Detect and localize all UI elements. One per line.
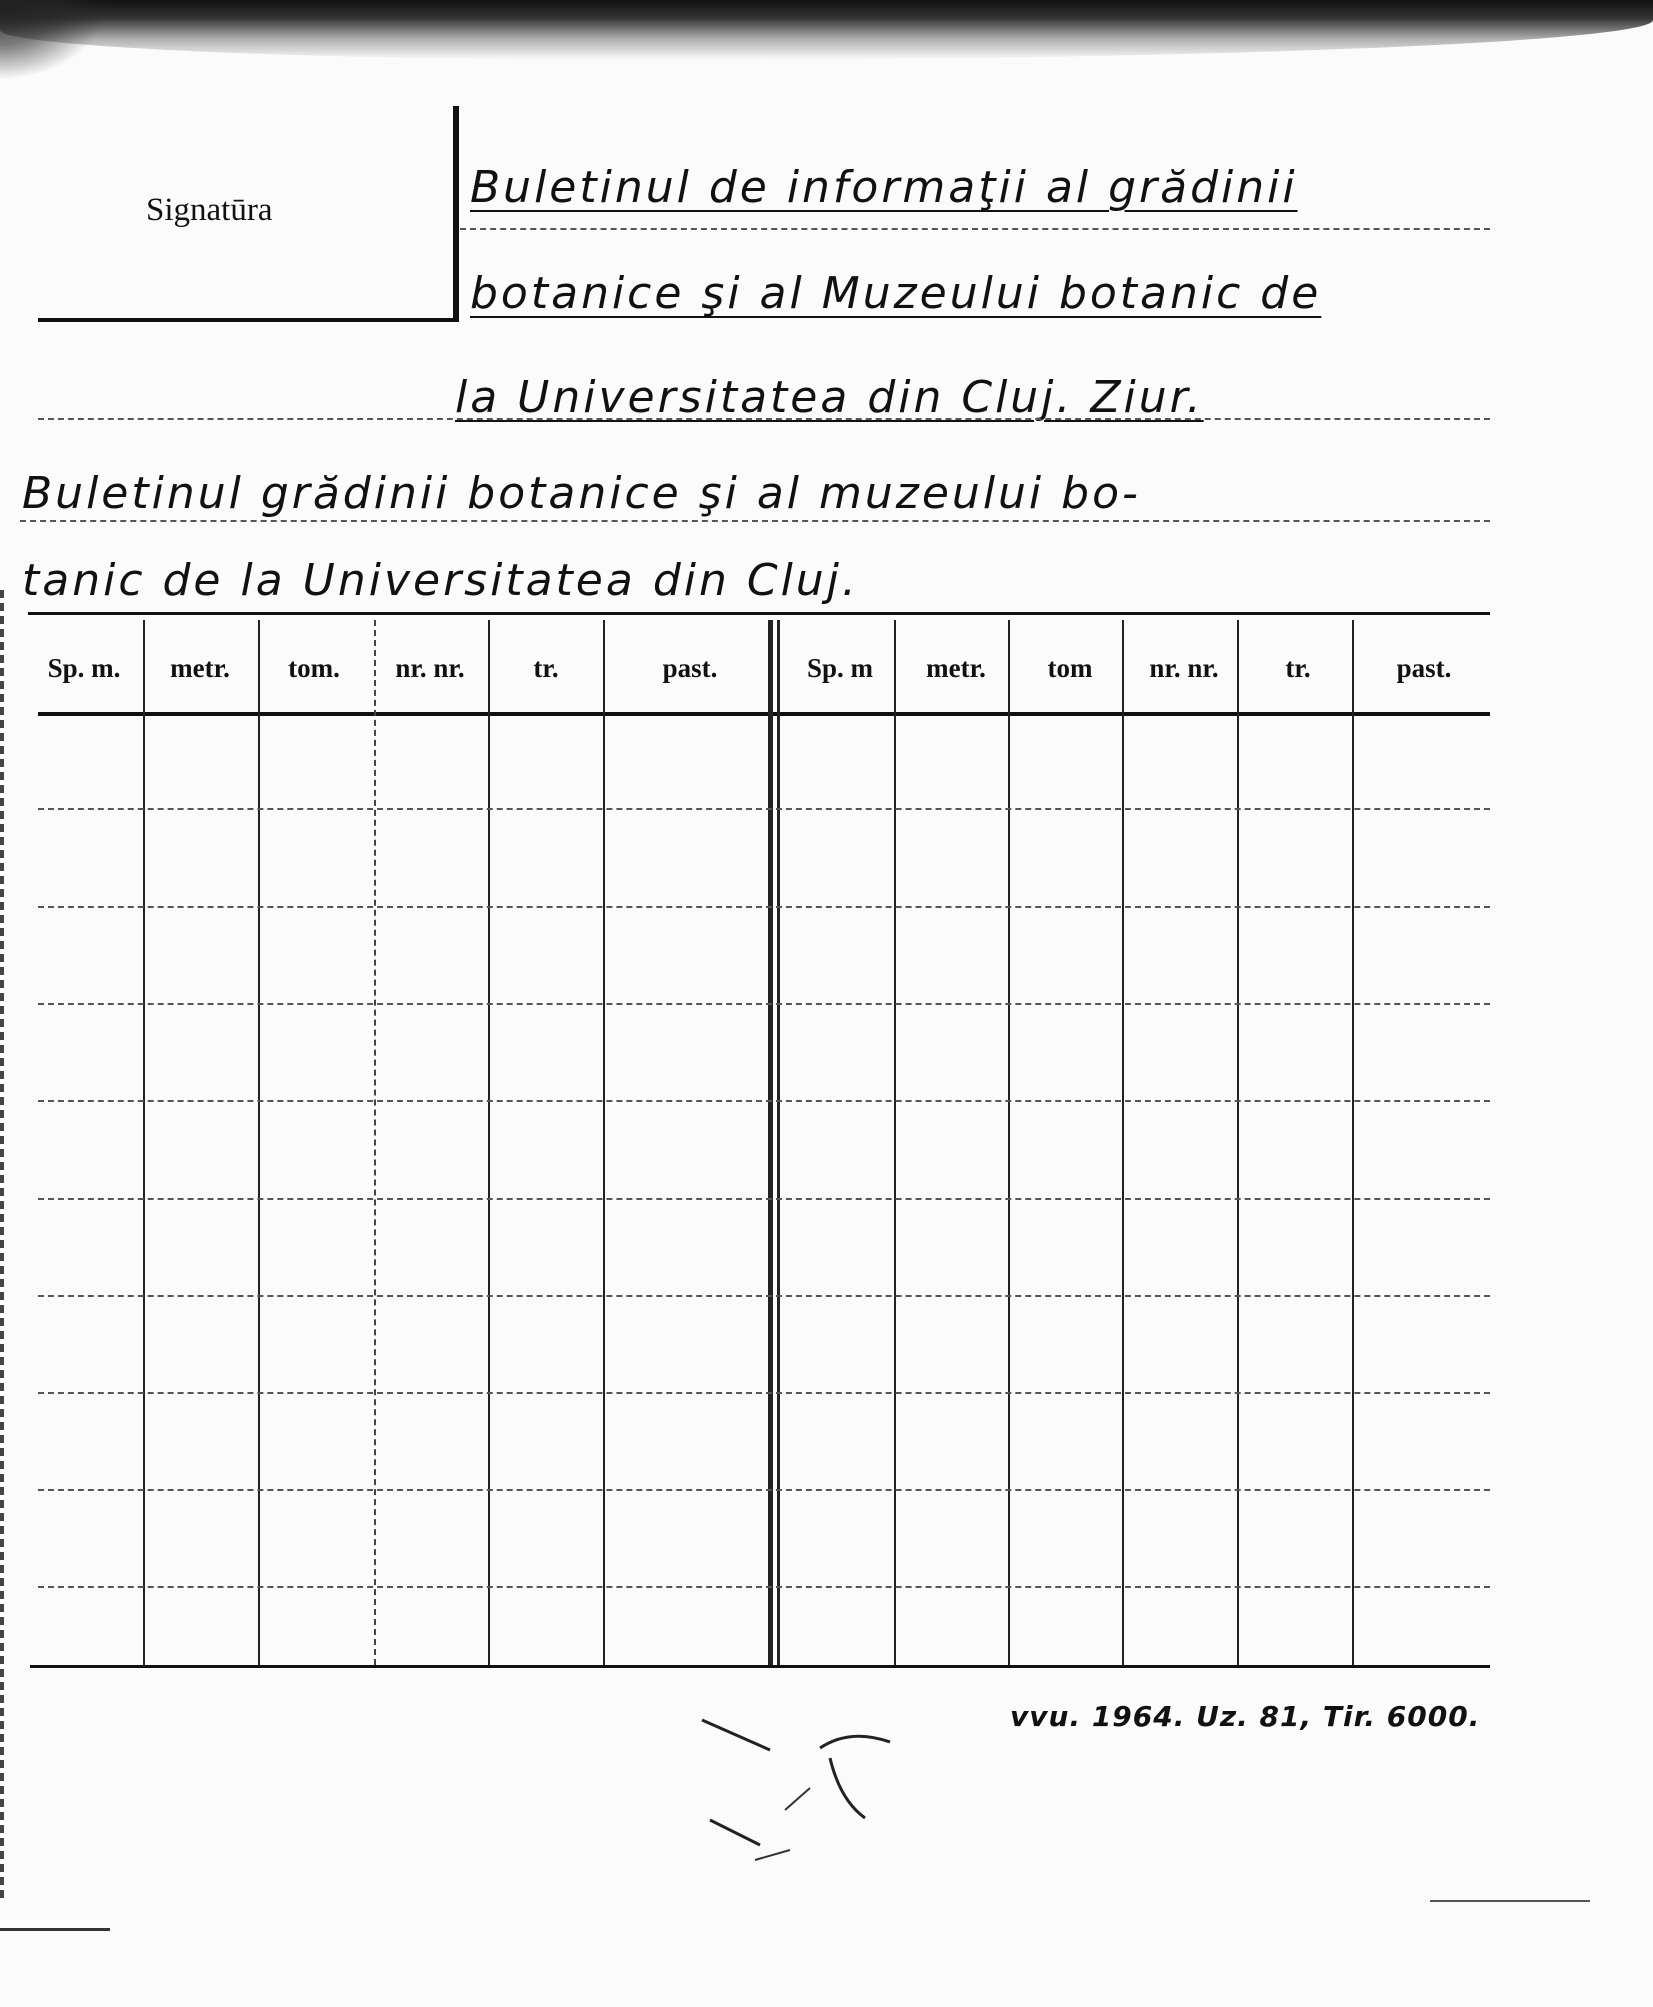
scan-shadow-top — [0, 0, 1653, 60]
pencil-scribble — [700, 1700, 920, 1890]
title-line-3: la Universitatea din Cluj. Ziur. — [455, 372, 1204, 423]
row-line — [38, 1198, 1490, 1200]
header-tom-left: tom. — [288, 652, 340, 683]
column-line — [603, 620, 605, 1665]
scan-edge-bottom-right — [1430, 1900, 1590, 1902]
header-metr-left: metr. — [170, 652, 230, 683]
header-sp-m-right: Sp. m — [806, 652, 874, 683]
header-sp-m-left: Sp. m. — [47, 652, 121, 683]
column-line — [1352, 620, 1354, 1665]
row-line — [38, 1586, 1490, 1588]
table-top-rule — [28, 612, 1490, 615]
scan-edge-left — [0, 590, 4, 1900]
header-bottom-rule — [38, 712, 1490, 716]
header-past-left: past. — [662, 652, 718, 683]
header-tr-left: tr. — [533, 652, 559, 683]
scan-edge-bottom-left — [0, 1928, 110, 1931]
column-line — [1122, 620, 1124, 1665]
row-line — [38, 1392, 1490, 1394]
table-bottom-rule — [30, 1665, 1490, 1668]
title-line-5: tanic de la Universitatea din Cluj. — [22, 555, 859, 606]
column-line — [1237, 620, 1239, 1665]
table-header — [28, 620, 1490, 716]
scan-shadow-corner — [0, 0, 110, 80]
column-divider-right — [777, 620, 780, 1665]
column-line — [258, 620, 260, 1665]
signature-divider — [453, 106, 459, 322]
column-line — [488, 620, 490, 1665]
header-tr-right: tr. — [1285, 652, 1311, 683]
printer-imprint: vvu. 1964. Uz. 81, Tir. 6000. — [1010, 1700, 1481, 1733]
header-metr-right: metr. — [926, 652, 986, 683]
header-past-right: past. — [1396, 652, 1452, 683]
column-divider-left — [768, 620, 773, 1665]
title-guide-1 — [460, 228, 1490, 230]
column-line — [374, 620, 376, 1665]
signature-label: Signatūra — [146, 192, 273, 228]
title-line-4: Buletinul grădinii botanice şi al muzeului bo- — [22, 468, 1141, 519]
row-line — [38, 906, 1490, 908]
row-line — [38, 1489, 1490, 1491]
row-line — [38, 1100, 1490, 1102]
title-line-1: Buletinul de informaţii al grădinii — [470, 162, 1298, 213]
header-tom-right: tom — [1047, 652, 1093, 683]
title-guide-3 — [20, 520, 1490, 522]
column-line — [143, 620, 145, 1665]
row-line — [38, 1003, 1490, 1005]
title-guide-2 — [38, 418, 1490, 420]
header-nr-nr-left: nr. nr. — [395, 652, 465, 683]
row-line — [38, 1295, 1490, 1297]
column-line — [894, 620, 896, 1665]
title-line-2: botanice şi al Muzeului botanic de — [470, 268, 1322, 319]
column-line — [1008, 620, 1010, 1665]
row-line — [38, 808, 1490, 810]
signature-underline — [38, 318, 458, 322]
header-nr-nr-right: nr. nr. — [1149, 652, 1219, 683]
